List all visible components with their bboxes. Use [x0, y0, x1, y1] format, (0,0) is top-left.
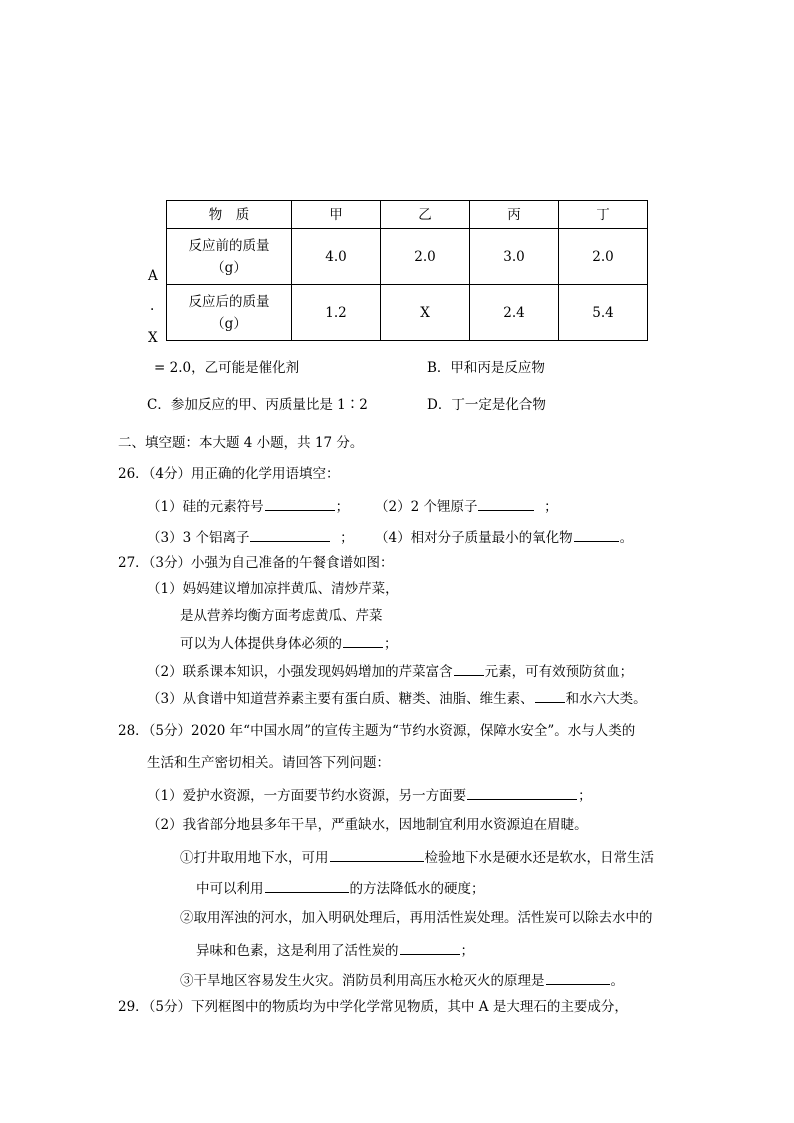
mass-table	[166, 200, 648, 341]
section-title: 二、填空题：本大题 4 小题，共 17 分。	[118, 435, 364, 451]
q29-title: 29．（5分）下列框图中的物质均为中学化学常见物质，其中 A 是大理石的主要成分，	[118, 999, 628, 1015]
table-cell: 5.4	[559, 285, 648, 341]
table-cell: 2.4	[470, 285, 559, 341]
q27-part1-c-end: ；	[384, 636, 398, 652]
table-cell: 1.2	[292, 285, 381, 341]
answer-blank[interactable]	[343, 633, 383, 648]
answer-blank[interactable]	[535, 688, 565, 703]
q28-part2: （2）我省部分地县多年干旱，严重缺水，因地制宜利用水资源迫在眉睫。	[147, 817, 588, 833]
header-yi: 乙	[381, 201, 470, 229]
header-jia: 甲	[292, 201, 381, 229]
q27-title: 27．（3分）小强为自己准备的午餐食谱如图：	[118, 555, 394, 571]
table-cell: X	[381, 285, 470, 341]
table-cell: 4.0	[292, 229, 381, 285]
option-c: C．参加反应的甲、丙质量比是 1∶2	[147, 397, 368, 413]
answer-blank[interactable]	[400, 940, 460, 955]
table-row	[167, 229, 648, 285]
q26-part3	[147, 527, 354, 548]
q27-part2-b: 元素，可有效预防贫血；	[484, 664, 634, 680]
q28-sub2-line2	[196, 940, 474, 961]
q27-part3-a: （3）从食谱中知道营养素主要有蛋白质、糖类、油脂、维生素、	[147, 691, 534, 707]
answer-blank[interactable]	[467, 785, 577, 800]
q28-sub3-text: ③干旱地区容易发生火灾。消防员利用高压水枪灭火的原理是	[180, 973, 545, 989]
row-label-line2: （g）	[211, 315, 247, 332]
answer-blank[interactable]	[265, 878, 349, 893]
q28-sub2-line1: ②取用浑浊的河水，加入明矾处理后，再用活性炭处理。活性炭可以除去水中的	[180, 910, 653, 926]
answer-blank[interactable]	[546, 970, 610, 985]
q26-part4-end: 。	[619, 530, 634, 546]
side-mark-dot: .	[150, 298, 155, 314]
q28-sub3-end: 。	[610, 973, 624, 989]
answer-blank[interactable]	[330, 847, 424, 862]
table-cell: 3.0	[470, 229, 559, 285]
q26-part4	[375, 527, 633, 548]
q28-title-2: 生活和生产密切相关。请回答下列问题：	[147, 755, 390, 771]
q28-sub2-end: ；	[460, 943, 474, 959]
q26-part2-end: ；	[544, 499, 558, 515]
header-substance: 物 质	[167, 201, 292, 229]
row-label-line1: 反应后的质量	[188, 293, 270, 310]
q28-sub1-line2	[196, 878, 485, 899]
answer-blank[interactable]	[574, 527, 619, 542]
q26-part3-end: ；	[340, 530, 354, 546]
option-a: = 2.0，乙可能是催化剂	[154, 360, 300, 376]
q28-part1-end: ；	[578, 788, 592, 804]
q26-part1	[147, 496, 349, 517]
q26-part1-end: ；	[335, 499, 350, 515]
q28-sub3	[180, 970, 624, 991]
row-label	[167, 285, 292, 341]
q27-part3	[147, 688, 647, 709]
q28-sub1-c: 中可以利用	[196, 881, 264, 897]
table-row	[167, 285, 648, 341]
q27-part1-c	[180, 633, 398, 654]
option-b: B．甲和丙是反应物	[427, 360, 545, 376]
q28-sub2-b: 异味和色素，这是利用了活性炭的	[196, 943, 399, 959]
answer-blank[interactable]	[454, 661, 484, 676]
option-d: D．丁一定是化合物	[427, 397, 546, 413]
table-cell: 2.0	[381, 229, 470, 285]
answer-blank[interactable]	[265, 496, 335, 511]
answer-blank[interactable]	[250, 527, 330, 542]
q27-part1-a: （1）妈妈建议增加凉拌黄瓜、清炒芹菜，	[147, 581, 399, 597]
q26-part1-text: （1）硅的元素符号	[147, 499, 264, 515]
q26-title: 26．（4分）用正确的化学用语填空：	[118, 466, 340, 482]
q28-sub1-d: 的方法降低水的硬度；	[349, 881, 485, 897]
row-label	[167, 229, 292, 285]
table-header-row	[167, 201, 648, 229]
side-mark-x: X	[148, 330, 158, 346]
q28-sub1-a: ①打井取用地下水，可用	[180, 850, 329, 866]
q27-part1-c-text: 可以为人体提供身体必须的	[180, 636, 342, 652]
q28-part1-text: （1）爱护水资源，一方面要节约水资源，另一方面要	[147, 788, 467, 804]
q28-sub1-line1	[180, 847, 654, 868]
q27-part3-b: 和水六大类。	[565, 691, 647, 707]
q26-part3-text: （3）3 个铝离子	[147, 530, 250, 546]
q28-title-1: 28．（5分）2020 年“中国水周”的宣传主题为“节约水资源，保障水安全”。水与人类的	[118, 723, 636, 739]
row-label-line1: 反应前的质量	[188, 237, 270, 254]
header-bing: 丙	[470, 201, 559, 229]
table-cell: 2.0	[559, 229, 648, 285]
answer-blank[interactable]	[478, 496, 534, 511]
q27-part2-a: （2）联系课本知识，小强发现妈妈增加的芹菜富含	[147, 664, 453, 680]
q28-part1	[147, 785, 592, 806]
q26-part2	[375, 496, 558, 517]
row-label-line2: （g）	[211, 259, 247, 276]
q26-part4-text: （4）相对分子质量最小的氧化物	[375, 530, 573, 546]
q26-part2-text: （2）2 个锂原子	[375, 499, 478, 515]
side-mark-a: A	[148, 268, 158, 284]
q28-sub1-b: 检验地下水是硬水还是软水，日常生活	[424, 850, 654, 866]
header-ding: 丁	[559, 201, 648, 229]
q27-part2	[147, 661, 633, 682]
q27-part1-b: 是从营养均衡方面考虑黄瓜、芹菜	[180, 608, 383, 624]
